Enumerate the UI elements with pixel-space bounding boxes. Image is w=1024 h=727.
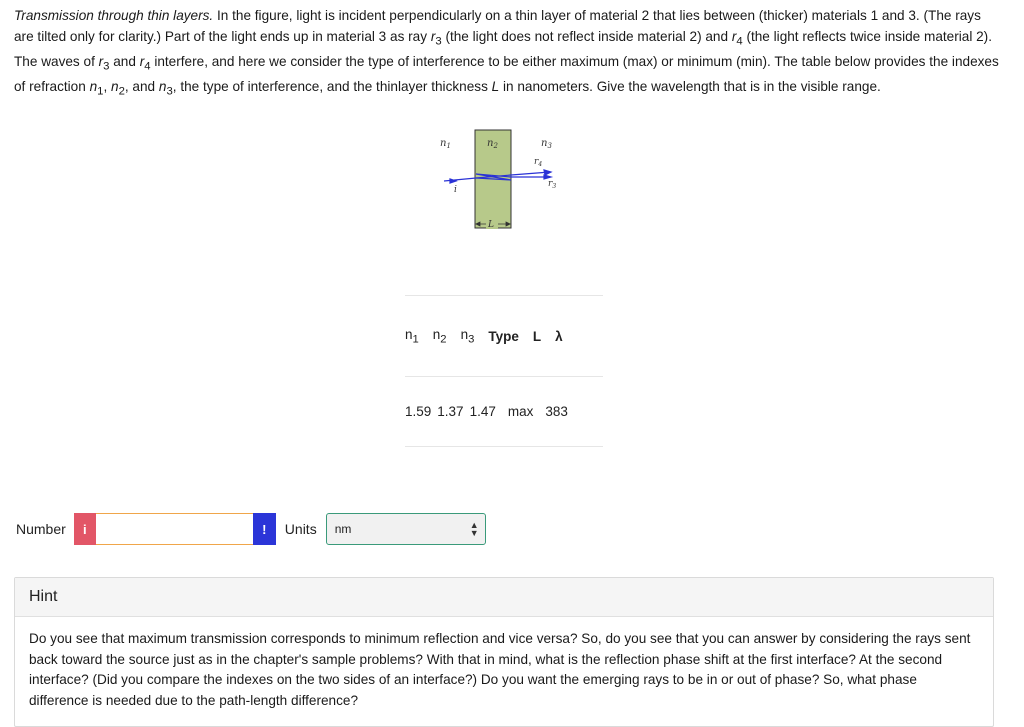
warning-icon[interactable]: ! (253, 513, 276, 545)
header-n2: $n_2$ (432, 326, 447, 346)
cell-type: max (507, 404, 534, 419)
header-type: Type (488, 328, 519, 344)
cell-n3: 1.47 (469, 404, 496, 419)
units-label: Units (284, 521, 317, 537)
select-arrows-icon: ▲ ▼ (469, 520, 479, 538)
cell-n1: 1.59 (405, 404, 432, 419)
n1-label: $n_1$ (440, 138, 451, 150)
incident-ray (444, 178, 476, 181)
units-select[interactable] (326, 513, 486, 545)
number-input[interactable] (96, 513, 253, 545)
header-n3: $n_3$ (460, 326, 475, 346)
r4-label: $r_4$ (534, 157, 543, 168)
units-value: nm (334, 522, 352, 536)
arrowhead-r4-icon (544, 170, 551, 175)
info-icon[interactable]: i (74, 513, 96, 545)
table-row (405, 377, 603, 446)
thin-layer-figure (420, 128, 600, 233)
header-n1: $n_1$ (405, 326, 419, 346)
thickness-label: L (488, 220, 494, 230)
n3-label: $n_3$ (541, 138, 552, 150)
thin-layer-diagram (420, 128, 600, 233)
cell-n2: 1.37 (437, 404, 464, 419)
header-lambda: λ (555, 328, 563, 344)
n2-label: $n_2$ (487, 138, 498, 150)
r3-label: $r_3$ (548, 179, 557, 190)
hint-panel (14, 577, 994, 727)
hint-title: Hint (15, 578, 993, 617)
answer-row (16, 513, 486, 545)
data-table (405, 295, 603, 447)
cell-l: 383 (545, 404, 568, 419)
hint-body: Do you see that maximum transmission corresponds to minimum reflection and vice versa? So, do you see that you can answer by considering the rays sent back toward the source just as in the chapter's sample problems? With that in mind, what is the reflection phase shift at the first interface? At the second interface? (Did you compare the indexes on the two sides of an interface?) Do you want the emerging rays to be in or out of phase? So, what phase difference is needed due to the path-length difference? (29, 631, 971, 708)
problem-statement: Transmission through thin layers. In the figure, light is incident perpendicularly on a thin layer of material 2 that lies between (thicker) materials 1 and 3. (The rays are tilted only for clarity.) Part of the light ends up in material 3 as ray $r_3$ (the light does not reflect inside material 2) and $r_4$ (the light reflects twice inside material 2). The waves of $r_3$ and $r_4$ interfere, and here we consider the type of interference to be either maximum (max) or minimum (min). The table below provides the indexes of refraction $n_1$, $n_2$, and $n_3$, the type of interference, and the thinlayer thickness L in nanometers. Give the wavelength that is in the visible range. (14, 8, 999, 98)
number-label: Number (16, 521, 66, 537)
header-l: L (532, 328, 542, 344)
table-header-row (405, 296, 603, 376)
table-divider (405, 446, 603, 447)
problem-title: Transmission through thin layers. (14, 8, 214, 23)
incident-ray-label: i (454, 185, 457, 195)
